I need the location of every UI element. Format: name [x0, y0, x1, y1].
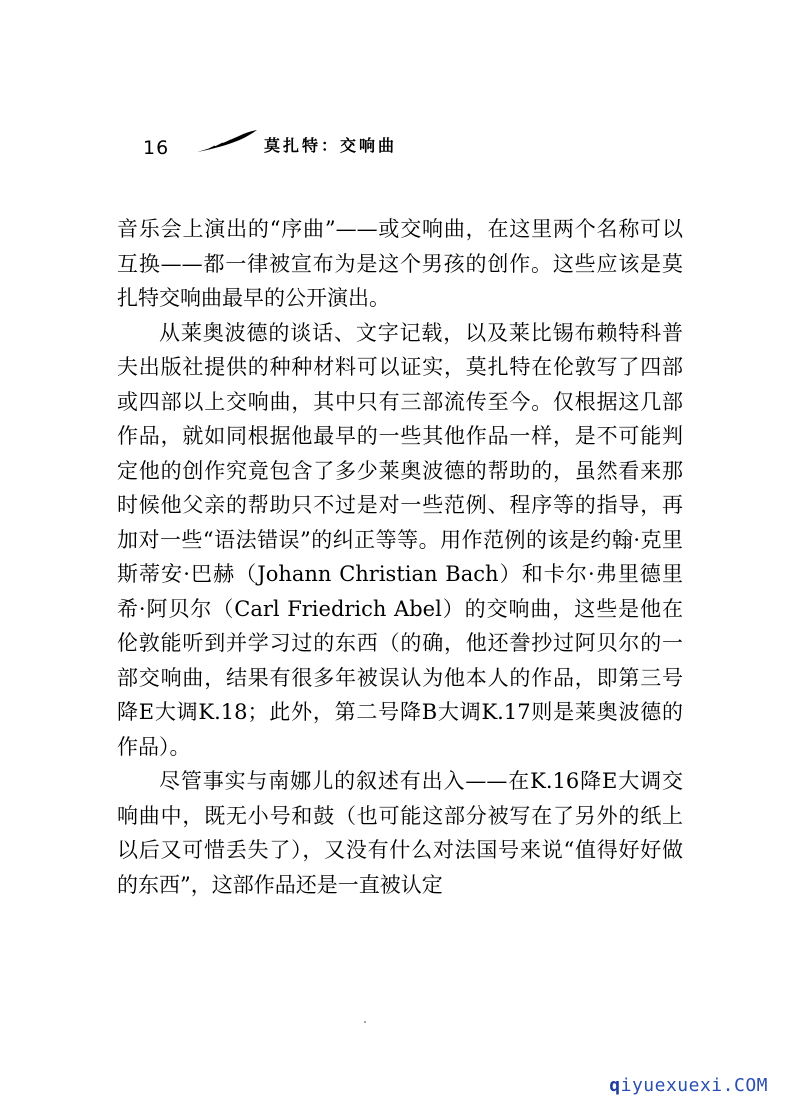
page-number: 16	[143, 137, 170, 159]
paragraph-3: 尽管事实与南娜儿的叙述有出入——在K.16降E大调交响曲中，既无小号和鼓（也可能这部分被写在了另外的纸上以后又可惜丢失了），又没有什么对法国号来说“值得好好做的东西”，这部作品还是一直被认定	[117, 769, 683, 897]
paragraph-2: 从莱奥波德的谈话、文字记载，以及莱比锡布赖特科普夫出版社提供的种种材料可以证实，莫扎特在伦敦写了四部或四部以上交响曲，其中只有三部流传至今。仅根据这几部作品，就如同根据他最早的一些其他作品一样，是不可能判定他的创作究竟包含了多少莱奥波德的帮助的，虽然看来那时候他父亲的帮助只不过是对一些范例、程序等的指导，再加对一些“语法错误”的纠正等等。用作范例的该是约翰·克里斯蒂安·巴赫（Johann Christian Bach）和卡尔·弗里德里希·阿贝尔（Carl Friedrich Abel）的交响曲，这些是他在伦敦能听到并学习过的东西（的确，他还誊抄过阿贝尔的一部交响曲，结果有很多年被误认为他本人的作品，即第三号降E大调K.18；此外，第二号降B大调K.17则是莱奥波德的作品）。	[117, 320, 683, 759]
watermark-logo-letter: q	[609, 1075, 621, 1096]
site-watermark	[609, 1075, 768, 1096]
paragraph-1: 音乐会上演出的“序曲”——或交响曲，在这里两个名称可以互换——都一律被宣布为是这个男孩的创作。这些应该是莫扎特交响曲最早的公开演出。	[117, 217, 683, 310]
body-text	[117, 212, 683, 902]
running-title: 莫扎特：交响曲	[264, 136, 398, 155]
feather-ornament-icon	[195, 128, 259, 154]
scan-speck	[364, 1021, 366, 1023]
watermark-text: iyuexuexi.COM	[620, 1075, 768, 1096]
running-header	[143, 128, 463, 168]
